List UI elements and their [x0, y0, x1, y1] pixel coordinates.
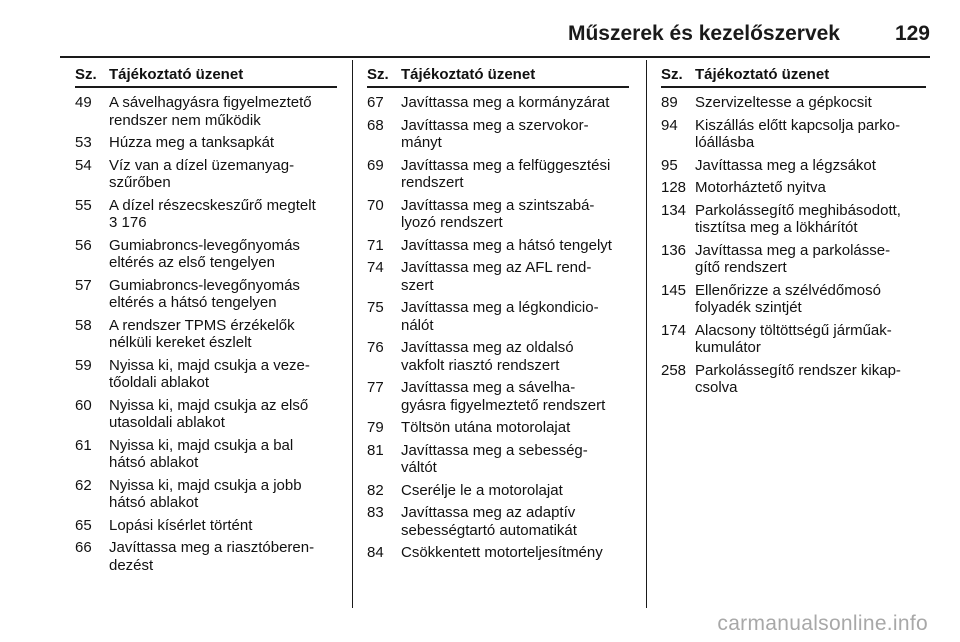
- message-text: A rendszer TPMS érzékelők nélküli kereket észlelt: [109, 316, 295, 351]
- message-text: Szervizeltesse a gépkocsit: [695, 94, 872, 111]
- message-text: Csökkentett motorteljesítmény: [401, 544, 603, 561]
- message-text: Kiszállás előtt kapcsolja parko- lóállásba: [695, 116, 901, 151]
- message-text: A dízel részecskeszűrő megtelt 3 176: [109, 196, 316, 231]
- table-row: [367, 299, 629, 334]
- table-row: [367, 94, 629, 112]
- message-number: 84: [367, 544, 384, 561]
- table-row: [661, 282, 926, 317]
- message-text: Parkolássegítő rendszer kikap- csolva: [695, 361, 901, 396]
- col-header-number: Sz.: [75, 66, 97, 83]
- table-row: [75, 94, 337, 129]
- message-text: Cserélje le a motorolajat: [401, 481, 563, 499]
- message-number: 74: [367, 259, 384, 276]
- table-row: [367, 339, 629, 374]
- message-number: 69: [367, 156, 384, 174]
- table-row: [661, 179, 926, 197]
- message-text: Javíttassa meg a felfüggesztési rendszert: [401, 156, 611, 191]
- message-number: 70: [367, 196, 384, 214]
- message-text: Gumiabroncs-levegőnyomás eltérés a hátsó tengelyen: [109, 276, 300, 311]
- table-row: [661, 157, 926, 175]
- message-table-column-3: [661, 66, 926, 402]
- message-number: 77: [367, 379, 384, 396]
- message-number: 83: [367, 504, 384, 521]
- message-number: 82: [367, 481, 384, 499]
- table-row: [75, 357, 337, 392]
- message-text: Ellenőrizze a szélvédőmosó folyadék szintjét: [695, 281, 881, 316]
- table-row: [661, 117, 926, 152]
- message-text: Javíttassa meg a szervokor- mányt: [401, 116, 589, 151]
- message-number: 60: [75, 396, 92, 414]
- message-text: Nyissa ki, majd csukja a bal hátsó ablakot: [109, 436, 294, 471]
- message-text: A sávelhagyásra figyelmeztető rendszer nem működik: [109, 94, 312, 129]
- message-number: 66: [75, 539, 92, 556]
- message-text: Javíttassa meg a hátsó tengelyt: [401, 236, 612, 254]
- message-text: Alacsony töltöttségű járműak- kumulátor: [695, 321, 892, 356]
- message-text: Javíttassa meg a szintszabá- lyozó rendszert: [401, 196, 595, 231]
- column-divider: [646, 60, 647, 608]
- table-row: [661, 362, 926, 397]
- table-row: [75, 277, 337, 312]
- message-number: 76: [367, 339, 384, 356]
- message-number: 75: [367, 299, 384, 316]
- message-number: 89: [661, 94, 678, 111]
- message-text: Nyissa ki, majd csukja a veze- tőoldali ablakot: [109, 356, 310, 391]
- watermark[interactable]: carmanualsonline.info: [717, 612, 928, 635]
- message-text: Lopási kísérlet történt: [109, 516, 253, 534]
- message-number: 49: [75, 94, 92, 111]
- table-row: [367, 117, 629, 152]
- message-table-column-2: [367, 66, 629, 567]
- message-table-column-1: [75, 66, 337, 579]
- table-row: [367, 504, 629, 539]
- table-row: [75, 317, 337, 352]
- message-number: 54: [75, 156, 92, 174]
- page-number: 129: [894, 22, 930, 45]
- message-number: 71: [367, 236, 384, 254]
- message-number: 61: [75, 436, 92, 454]
- table-header: [75, 66, 337, 88]
- message-text: Nyissa ki, majd csukja az első utasoldali ablakot: [109, 396, 309, 431]
- table-rows: [75, 94, 337, 574]
- message-text: Motorháztető nyitva: [695, 179, 826, 196]
- message-text: Javíttassa meg az AFL rend- szert: [401, 259, 592, 294]
- table-row: [367, 237, 629, 255]
- message-number: 174: [661, 321, 687, 339]
- message-text: Töltsön utána motorolajat: [401, 419, 571, 436]
- message-number: 95: [661, 156, 678, 174]
- table-row: [367, 197, 629, 232]
- col-header-number: Sz.: [661, 66, 683, 83]
- table-row: [661, 242, 926, 277]
- table-header: [367, 66, 629, 88]
- table-row: [661, 94, 926, 112]
- table-row: [367, 419, 629, 437]
- page-title: Műszerek és kezelőszervek: [567, 22, 840, 45]
- table-header: [661, 66, 926, 88]
- table-rows: [661, 94, 926, 397]
- table-row: [661, 202, 926, 237]
- col-header-message: Tájékoztató üzenet: [401, 66, 536, 83]
- table-row: [367, 544, 629, 562]
- table-rows: [367, 94, 629, 562]
- table-row: [75, 437, 337, 472]
- col-header-message: Tájékoztató üzenet: [109, 66, 244, 83]
- table-row: [661, 322, 926, 357]
- page-header: [60, 16, 930, 58]
- message-number: 68: [367, 116, 384, 134]
- message-text: Javíttassa meg a sávelha- gyásra figyelmeztető rendszert: [401, 379, 606, 414]
- message-text: Javíttassa meg a riasztóberen- dezést: [109, 539, 315, 574]
- message-text: Javíttassa meg az adaptív sebességtartó automatikát: [401, 504, 577, 539]
- table-row: [75, 539, 337, 574]
- message-text: Víz van a dízel üzemanyag- szűrőben: [109, 156, 295, 191]
- message-number: 58: [75, 316, 92, 334]
- message-number: 62: [75, 476, 92, 494]
- message-text: Húzza meg a tanksapkát: [109, 134, 275, 151]
- table-row: [75, 237, 337, 272]
- message-text: Gumiabroncs-levegőnyomás eltérés az első tengelyen: [109, 236, 300, 271]
- table-row: [75, 157, 337, 192]
- col-header-message: Tájékoztató üzenet: [695, 66, 830, 83]
- table-row: [75, 397, 337, 432]
- message-number: 128: [661, 179, 687, 196]
- message-number: 56: [75, 236, 92, 254]
- message-number: 94: [661, 116, 678, 134]
- message-number: 67: [367, 94, 384, 111]
- message-number: 79: [367, 419, 384, 436]
- message-text: Parkolássegítő meghibásodott, tisztítsa meg a lökhárítót: [695, 201, 901, 236]
- message-text: Javíttassa meg a parkolásse- gítő rendszert: [695, 241, 891, 276]
- table-row: [367, 482, 629, 500]
- message-number: 57: [75, 276, 92, 294]
- message-text: Nyissa ki, majd csukja a jobb hátsó ablakot: [109, 476, 302, 511]
- message-number: 258: [661, 361, 687, 379]
- message-number: 59: [75, 356, 92, 374]
- message-number: 55: [75, 196, 92, 214]
- table-row: [367, 379, 629, 414]
- message-text: Javíttassa meg az oldalsó vakfolt riasztó rendszert: [401, 339, 574, 374]
- message-number: 65: [75, 516, 92, 534]
- table-row: [75, 134, 337, 152]
- message-text: Javíttassa meg a sebesség- váltót: [401, 441, 588, 476]
- message-number: 53: [75, 134, 92, 151]
- col-header-number: Sz.: [367, 66, 389, 83]
- message-number: 81: [367, 441, 384, 459]
- message-text: Javíttassa meg a kormányzárat: [401, 94, 610, 111]
- message-number: 145: [661, 281, 687, 299]
- column-divider: [352, 60, 353, 608]
- message-text: Javíttassa meg a légzsákot: [695, 156, 876, 174]
- table-row: [367, 442, 629, 477]
- message-number: 136: [661, 241, 687, 259]
- table-row: [75, 477, 337, 512]
- message-text: Javíttassa meg a légkondicio- nálót: [401, 299, 599, 334]
- table-row: [75, 197, 337, 232]
- table-row: [75, 517, 337, 535]
- message-number: 134: [661, 201, 687, 219]
- table-row: [367, 259, 629, 294]
- table-row: [367, 157, 629, 192]
